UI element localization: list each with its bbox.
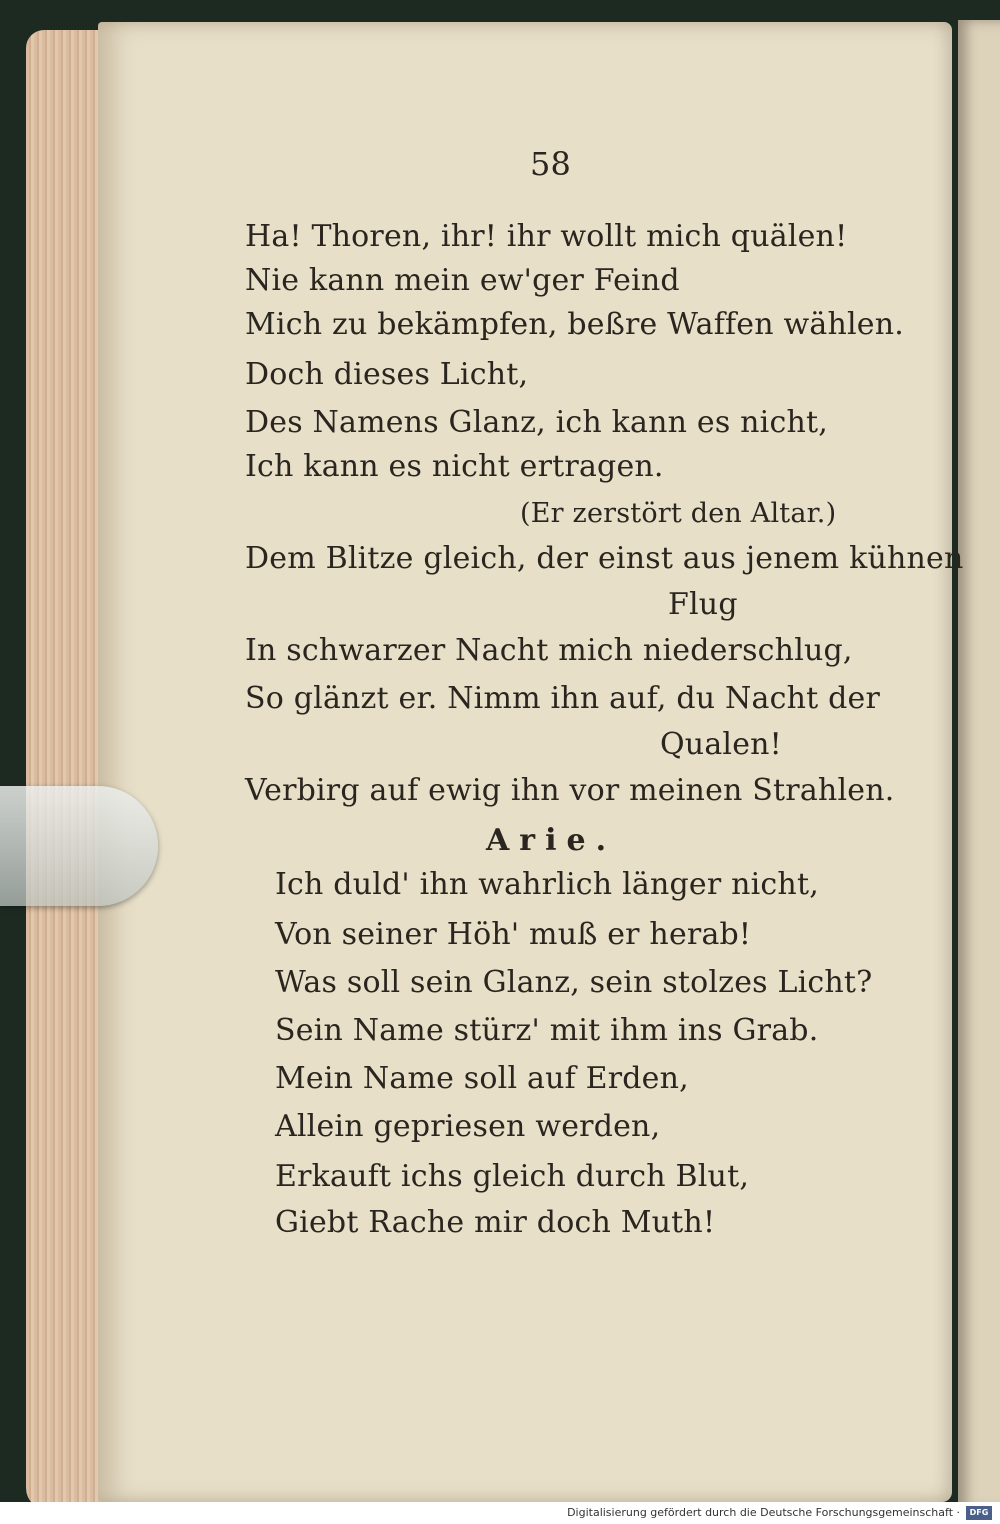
dfg-logo: DFG bbox=[966, 1506, 992, 1520]
verse-line: Mich zu bekämpfen, beßre Waffen wählen. bbox=[245, 307, 905, 342]
verse-line: Doch dieses Licht, bbox=[245, 357, 529, 392]
stage-direction: (Er zerstört den Altar.) bbox=[520, 498, 837, 529]
aria-line: Was soll sein Glanz, sein stolzes Licht? bbox=[275, 965, 873, 1000]
aria-title: Arie. bbox=[486, 823, 617, 858]
verse-line: Ha! Thoren, ihr! ihr wollt mich quälen! bbox=[245, 219, 848, 254]
aria-line: Mein Name soll auf Erden, bbox=[275, 1061, 689, 1096]
aria-line: Allein gepriesen werden, bbox=[275, 1109, 661, 1144]
verse-line: Flug bbox=[668, 587, 738, 622]
aria-line: Von seiner Höh' muß er herab! bbox=[275, 917, 752, 952]
verse-line: Verbirg auf ewig ihn vor meinen Strahlen. bbox=[245, 773, 895, 808]
verse-line: Qualen! bbox=[660, 727, 782, 762]
footer-bar bbox=[0, 1502, 1000, 1524]
verse-line: Nie kann mein ew'ger Feind bbox=[245, 263, 680, 298]
verse-line: Dem Blitze gleich, der einst aus jenem kühnen bbox=[245, 541, 964, 576]
aria-line: Erkauft ichs gleich durch Blut, bbox=[275, 1159, 750, 1194]
aria-line: Giebt Rache mir doch Muth! bbox=[275, 1205, 716, 1240]
page-number: 58 bbox=[530, 145, 572, 183]
verse-line: Ich kann es nicht ertragen. bbox=[245, 449, 664, 484]
verse-line: In schwarzer Nacht mich niederschlug, bbox=[245, 633, 853, 668]
aria-line: Ich duld' ihn wahrlich länger nicht, bbox=[275, 867, 819, 902]
funding-credit: Digitalisierung gefördert durch die Deutsche Forschungsgemeinschaft · bbox=[567, 1506, 960, 1519]
verse-line: So glänzt er. Nimm ihn auf, du Nacht der bbox=[245, 681, 880, 716]
aria-line: Sein Name stürz' mit ihm ins Grab. bbox=[275, 1013, 819, 1048]
verse-line: Des Namens Glanz, ich kann es nicht, bbox=[245, 405, 828, 440]
